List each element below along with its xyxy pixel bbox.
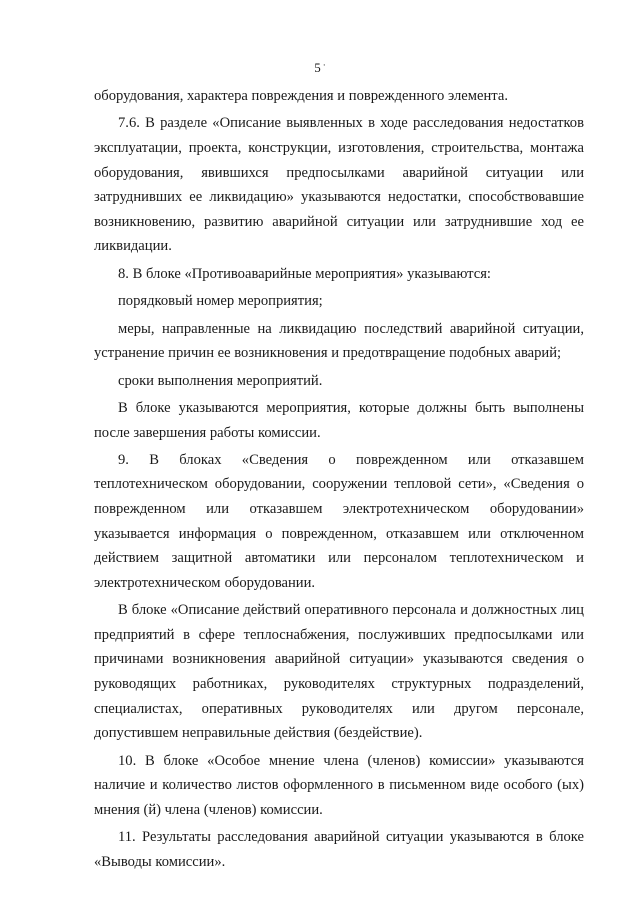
paragraph-7-6: 7.6. В разделе «Описание выявленных в ходе расследования недостатков эксплуатации, проекта, конструкции, изготовления, строительства, монтажа оборудования, явившихся предпосылками аварийной ситуации или затруднивших ее ликвидацию» указываются недостатки, способствовавшие возникновению, развитию аварийной ситуации или затруднившие ход ее ликвидации.: [94, 115, 584, 255]
paragraph-8-item-number: порядковый номер мероприятия;: [118, 293, 323, 310]
paragraph-9: 9. В блоках «Сведения о поврежденном или отказавшем теплотехническом оборудовании, сооружении тепловой сети», «Сведения о поврежденном или отказавшем электротехническом оборудовании» указывается информация о поврежденном, отказавшем или отключенном действием защитной автоматики или персоналом теплотехническом и электротехническом оборудовании.: [94, 451, 584, 591]
paragraph-8-block-note: В блоке указываются мероприятия, которые должны быть выполнены после завершения работы комиссии.: [94, 399, 584, 441]
page-number-value: 5: [314, 60, 321, 75]
page-number-mark: ·: [322, 60, 326, 70]
document-body: [94, 84, 584, 877]
paragraph-9-personnel: В блоке «Описание действий оперативного персонала и должностных лиц предприятий в сфере теплоснабжения, послуживших предпосылками или причинами возникновения аварийной ситуации» указываются сведения о руководящих работниках, руководителях структурных подразделений, специалистах, оперативных руководителях или другом персонале, допустившем неправильные действия (бездействие).: [94, 602, 584, 742]
paragraph-11: 11. Результаты расследования аварийной ситуации указываются в блоке «Выводы комиссии».: [94, 829, 584, 870]
paragraph-8-item-deadlines: сроки выполнения мероприятий.: [118, 372, 323, 389]
paragraph-10: 10. В блоке «Особое мнение члена (членов) комиссии» указываются наличие и количество листов оформленного в письменном виде особого (ых) мнения (й) члена (членов) комиссии.: [94, 752, 584, 818]
page-number: [0, 60, 640, 76]
paragraph-continuation: оборудования, характера повреждения и поврежденного элемента.: [94, 88, 508, 104]
paragraph-8: 8. В блоке «Противоаварийные мероприятия» указываются:: [118, 265, 491, 282]
paragraph-8-item-measures: меры, направленные на ликвидацию последствий аварийной ситуации, устранение причин ее возникновения и предотвращение подобных аварий;: [94, 320, 584, 362]
